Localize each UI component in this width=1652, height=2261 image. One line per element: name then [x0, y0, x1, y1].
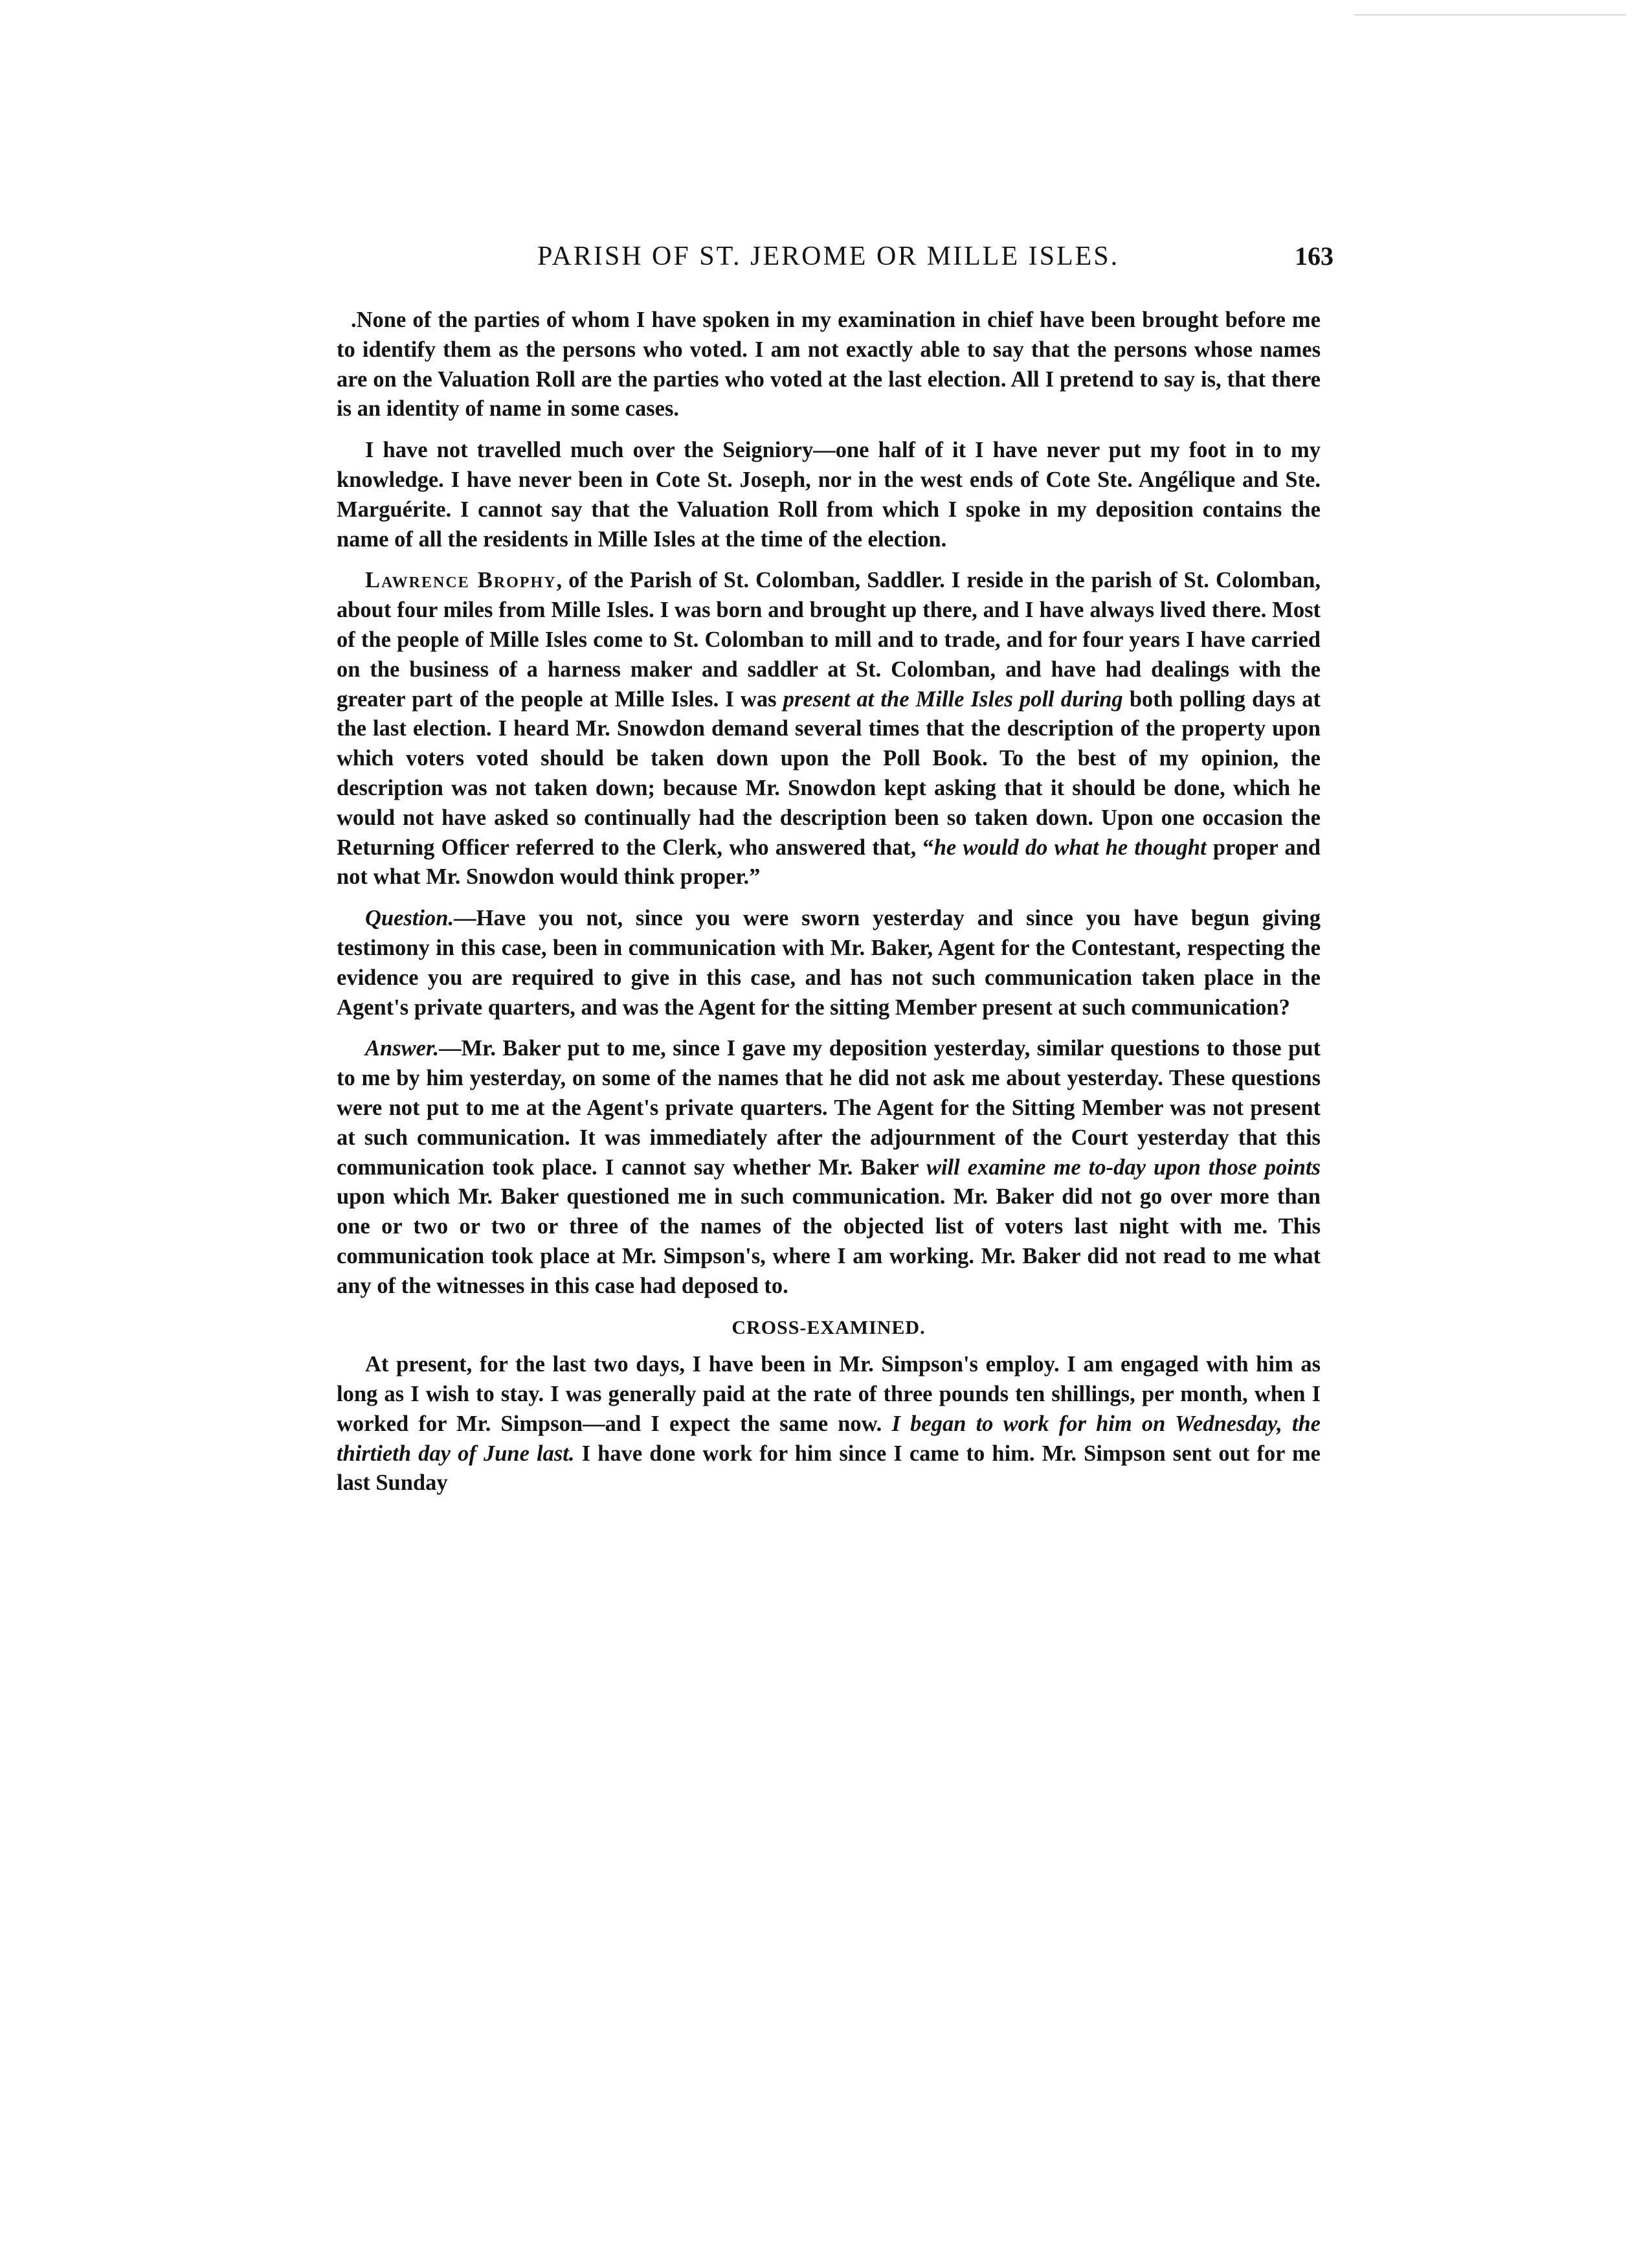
cross-italic: I began to work for him on Wednesday, the thirtieth day of June last.: [337, 1411, 1321, 1466]
paragraph-cross: [337, 1350, 1321, 1498]
answer-label: Answer.: [365, 1036, 440, 1061]
brophy-text-3: proper and not what Mr. Snowdon would think proper.”: [337, 835, 1321, 890]
answer-italic: will examine me to-day upon those points: [926, 1154, 1321, 1180]
question-label: Question.: [365, 906, 454, 931]
brophy-text-1: , of the Parish of St. Colomban, Saddler. I reside in the parish of St. Colomban, about four miles from Mille Isles. I was born and brought up there, and I have always lived there. Most of the people of Mille Isles come to St. Colomban to mill and to trade, and for four years I have carried on the business of a harness maker and saddler at St. Colomban, and have had dealings with the greater part of the people at Mille Isles. I was: [337, 568, 1321, 712]
page-number: 163: [1295, 242, 1334, 271]
paragraph-brophy: [337, 566, 1321, 892]
question-text: —Have you not, since you were sworn yesterday and since you have begun giving testimony in this case, been in communication with Mr. Baker, Agent for the Contestant, respecting the evidence you are required to give in this case, and has not such communication taken place in the Agent's private quarters, and was the Agent for the sitting Member present at such communication?: [337, 906, 1321, 1020]
brophy-italic-2: he would do what he thought: [933, 835, 1207, 860]
answer-text-1: —Mr. Baker put to me, since I gave my deposition yesterday, similar questions to those put to me by him yesterday, on some of the names that he did not ask me about yesterday. These questions were not put to me at the Agent's private quarters. The Agent for the Sitting Member was not present at such communication. It was immediately after the adjournment of the Court yesterday that this communication took place. I cannot say whether Mr. Baker: [337, 1036, 1321, 1180]
cross-examined-heading: CROSS-EXAMINED.: [731, 1316, 926, 1338]
paragraph-question: [337, 904, 1321, 1022]
cross-text-2: I have done work for him since I came to him. Mr. Simpson sent out for me last Sunday: [337, 1441, 1321, 1496]
page-body: [337, 306, 1321, 1498]
scan-edge-mark: [1354, 14, 1626, 19]
brophy-text-2: both polling days at the last election. I heard Mr. Snowdon demand several times that the description of the property upon which voters voted should be taken down upon the Poll Book. To the best of my opinion, the description was not taken down; because Mr. Snowdon kept asking that it should be done, which he would not have asked so continually had the description been so taken down. Upon one occasion the Returning Officer referred to the Clerk, who answered that, “: [337, 686, 1321, 860]
answer-text-2: upon which Mr. Baker questioned me in such communication. Mr. Baker did not go over more than one or two or two or three of the names of the objected list of voters last night with me. This communication took place at Mr. Simpson's, where I am working. Mr. Baker did not read to me what any of the witnesses in this case had deposed to.: [337, 1184, 1321, 1298]
paragraph-2: I have not travelled much over the Seigniory—one half of it I have never put my foot in to my knowledge. I have never been in Cote St. Joseph, nor in the west ends of Cote Ste. Angélique and Ste. Marguérite. I cannot say that the Valuation Roll from which I spoke in my deposition contains the name of all the residents in Mille Isles at the time of the election.: [337, 438, 1321, 552]
cross-text-1: At present, for the last two days, I have been in Mr. Simpson's employ. I am engaged with him as long as I wish to stay. I was generally paid at the rate of three pounds ten shillings, per month, when I worked for Mr. Simpson—and I expect the same now.: [337, 1352, 1321, 1436]
paragraph-answer: [337, 1034, 1321, 1301]
paragraph-1: .None of the parties of whom I have spoken in my examination in chief have been brought before me to identify them as the persons who voted. I am not exactly able to say that the persons whose names are on the Valuation Roll are the parties who voted at the last election. All I pretend to say is, that there is an identity of name in some cases.: [337, 308, 1321, 422]
witness-name: Lawrence Brophy: [365, 568, 557, 593]
brophy-italic-1: present at the Mille Isles poll during: [783, 686, 1123, 712]
page-header: [350, 241, 1334, 272]
running-head: PARISH OF ST. JEROME OR MILLE ISLES.: [537, 242, 1120, 271]
